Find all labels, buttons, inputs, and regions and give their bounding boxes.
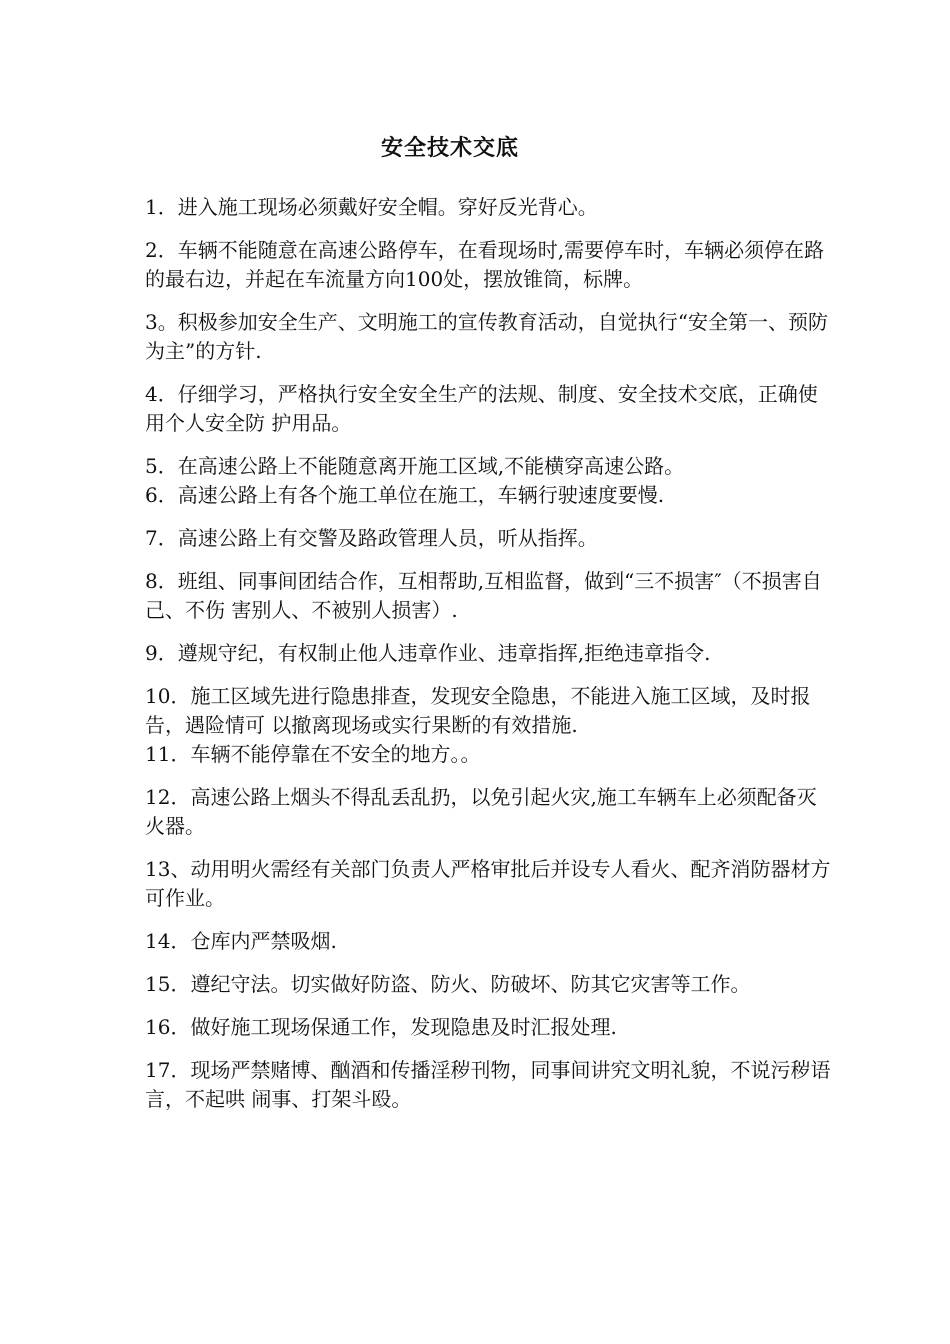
list-item-5: 5．在高速公路上不能随意离开施工区域,不能横穿高速公路。: [145, 454, 685, 478]
list-item-10: 10．施工区域先进行隐患排查，发现安全隐患，不能进入施工区域，及时报告，遇险情可 以撤离现场或实行果断的有效措施.: [145, 684, 811, 737]
list-item-9: 9．遵规守纪，有权制止他人违章作业、违章指挥,拒绝违章指令.: [145, 641, 711, 665]
document-title: 安全技术交底: [380, 136, 519, 161]
list-item-15: 15．遵纪守法。切实做好防盗、防火、防破坏、防其它灾害等工作。: [145, 972, 751, 996]
document-body: [145, 193, 835, 1128]
list-item-13: 13、动用明火需经有关部门负责人严格审批后并设专人看火、配齐消防器材方可作业。: [145, 857, 831, 910]
list-item-17: 17．现场严禁赌博、酗酒和传播淫秽刊物，同事间讲究文明礼貌，不说污秽语言，不起哄 闹事、打架斗殴。: [145, 1058, 831, 1111]
list-item-8: 8．班组、同事间团结合作，互相帮助,互相监督，做到“三不损害″（不损害自己、不伤 害别人、不被别人损害）.: [145, 569, 822, 622]
list-item-4: 4．仔细学习，严格执行安全安全生产的法规、制度、安全技术交底，正确使用个人安全防 护用品。: [145, 382, 818, 435]
list-item-14: 14．仓库内严禁吸烟.: [145, 929, 337, 953]
list-item-3: 3。积极参加安全生产、文明施工的宣传教育活动，自觉执行“安全第一、预防为主”的方针.: [145, 310, 828, 363]
list-item-1: 1．进入施工现场必须戴好安全帽。穿好反光背心。: [145, 195, 598, 219]
list-item-2: 2．车辆不能随意在高速公路停车，在看现场时,需要停车时，车辆必须停在路的最右边，并起在车流量方向100处，摆放锥筒，标牌。: [145, 238, 825, 291]
list-item-12: 12．高速公路上烟头不得乱丢乱扔，以免引起火灾,施工车辆车上必须配备灭火器。: [145, 785, 817, 838]
list-item-11: 11．车辆不能停靠在不安全的地方。。: [145, 742, 481, 766]
list-item-16: 16．做好施工现场保通工作，发现隐患及时汇报处理.: [145, 1015, 617, 1039]
list-item-6: 6．高速公路上有各个施工单位在施工，车辆行驶速度要慢.: [145, 483, 665, 507]
list-item-7: 7．高速公路上有交警及路政管理人员，听从指挥。: [145, 526, 598, 550]
